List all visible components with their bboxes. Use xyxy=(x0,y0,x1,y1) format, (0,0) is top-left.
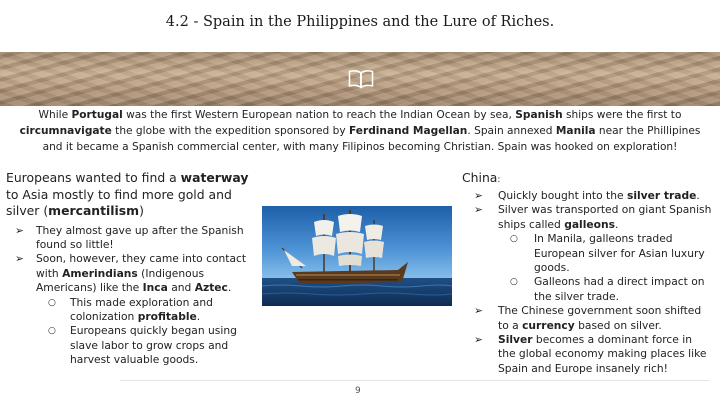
list-item: ○ In Manila, galleons traded European silver for Asian luxury goods. xyxy=(510,232,705,275)
china-heading: China: xyxy=(462,170,501,185)
right-bullet-list xyxy=(462,189,712,376)
arrow-bullet-icon: ➢ xyxy=(474,304,483,318)
circle-bullet-icon: ○ xyxy=(510,277,518,288)
circle-bullet-icon: ○ xyxy=(510,234,518,245)
list-item: ➢ The Chinese government soon shifted to a currency based on silver. xyxy=(474,304,702,332)
list-item: ○ Europeans quickly began using slave labor to grow crops and harvest valuable goods. xyxy=(48,324,237,367)
left-column xyxy=(6,170,256,368)
list-item: ➢ Silver was transported on giant Spanish ships called galleons. ○ In Manila, galleons traded European silver for Asian luxury goods. ○ Galleons had a direct impact on the silver trade. xyxy=(474,203,712,303)
footer-divider xyxy=(120,380,710,381)
arrow-bullet-icon: ➢ xyxy=(474,333,483,347)
list-item: ○ Galleons had a direct impact on the silver trade. xyxy=(510,275,705,303)
intro-paragraph: While Portugal was the first Western European nation to reach the Indian Ocean by sea, Spanish ships were the first to circumnavigate the globe with the expedition sponsored by Ferdinand Magellan. Spain annexed Manila near the Phillipines and it became a Spanish commercial center, with many Filipinos becoming Christian. Spain was hooked on exploration! xyxy=(19,109,701,153)
list-item: ○ This made exploration and colonization profitable. xyxy=(48,295,213,323)
galleon-ship-image xyxy=(262,206,452,306)
open-book-icon xyxy=(348,69,374,89)
arrow-bullet-icon: ➢ xyxy=(474,189,483,202)
left-bullet-list xyxy=(6,224,256,368)
circle-bullet-icon: ○ xyxy=(48,326,56,337)
right-sub-list xyxy=(498,232,712,304)
left-lead-text: Europeans wanted to find a waterway to Asia mostly to find more gold and silver (mercantilism) xyxy=(6,170,249,218)
circle-bullet-icon: ○ xyxy=(48,297,56,308)
arrow-bullet-icon: ➢ xyxy=(15,223,24,237)
list-item: ➢ Soon, however, they came into contact with Amerindians (Indigenous Americans) like the Inca and Aztec. ○ This made exploration and colonization profitable. ○ Europeans quickly began using slave labor to grow crops and harvest valuable goods. xyxy=(6,252,256,367)
slide-title: 4.2 - Spain in the Philippines and the Lure of Riches. xyxy=(165,14,555,30)
arrow-bullet-icon: ➢ xyxy=(474,203,483,217)
list-item: ➢ Quickly bought into the silver trade. xyxy=(474,189,700,202)
list-item: ➢ Silver becomes a dominant force in the global economy making places like Spain and Europe insanely rich! xyxy=(474,333,707,375)
right-column xyxy=(462,170,712,376)
left-sub-list xyxy=(36,296,256,368)
arrow-bullet-icon: ➢ xyxy=(15,252,24,266)
page-number: 9 xyxy=(355,386,361,396)
list-item: ➢ They almost gave up after the Spanish found so little! xyxy=(15,223,244,251)
